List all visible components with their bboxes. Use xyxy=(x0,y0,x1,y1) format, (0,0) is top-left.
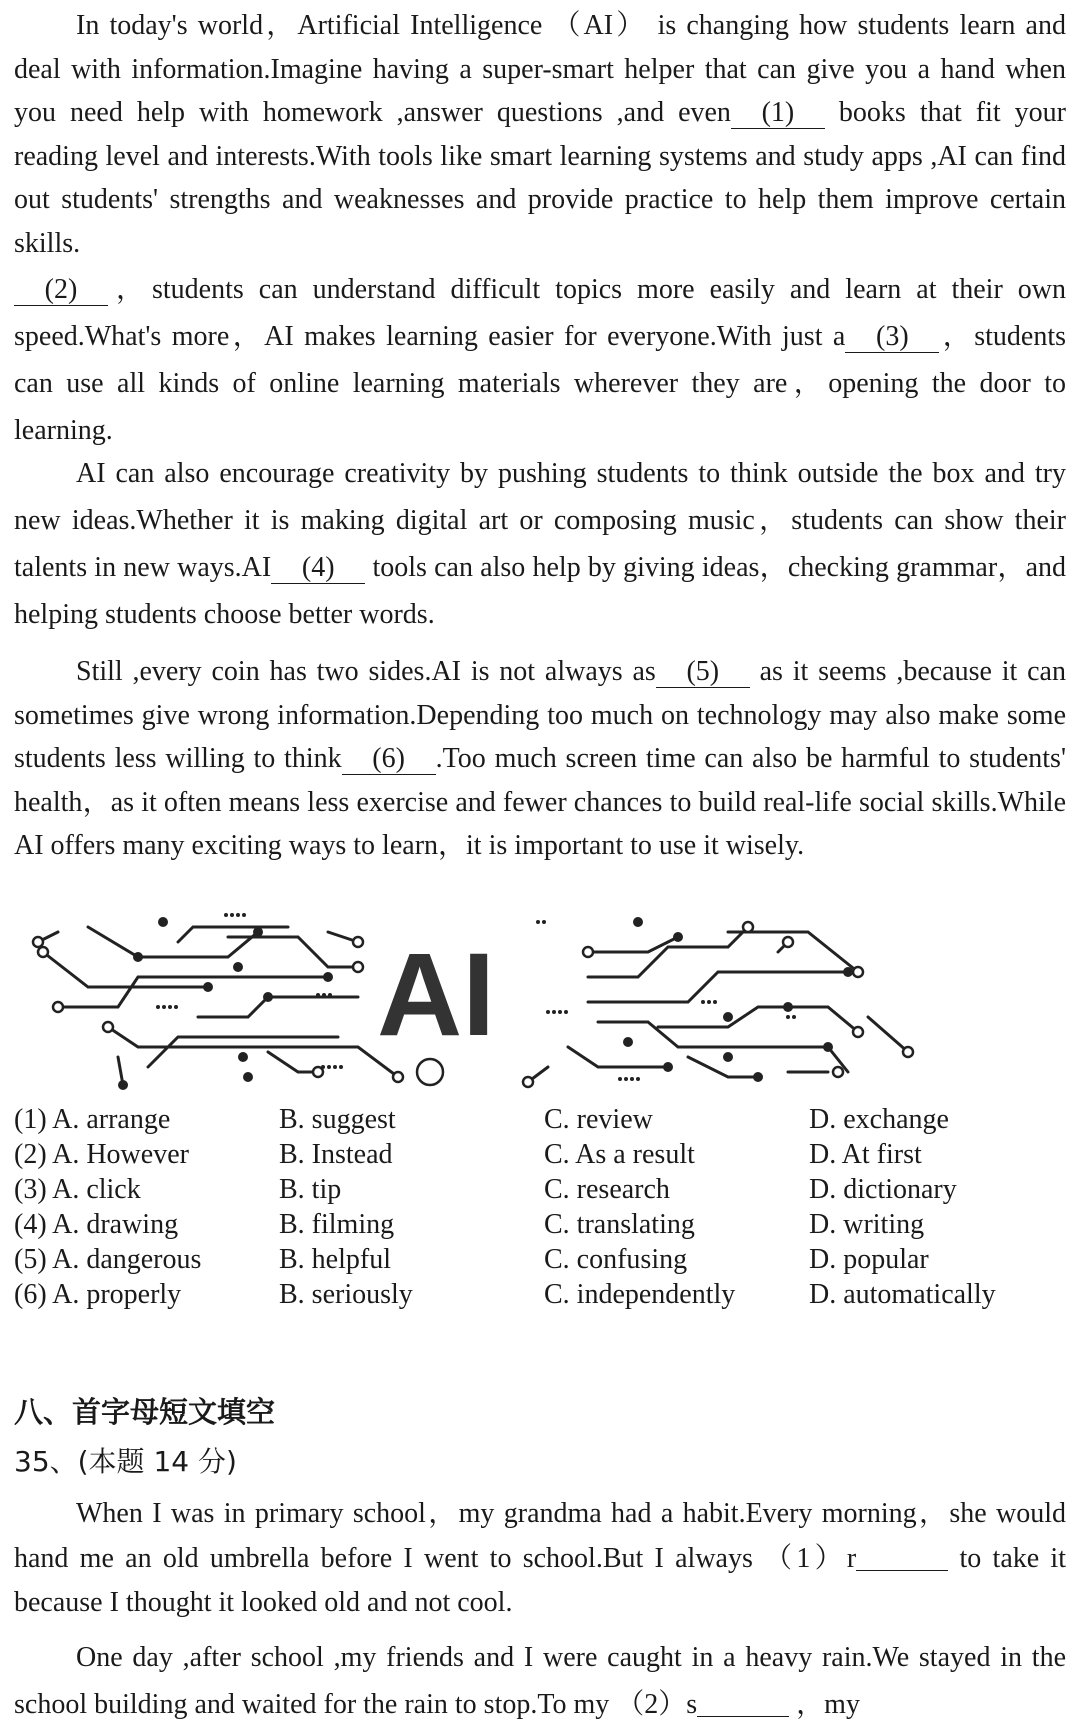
blank-1[interactable]: (1) xyxy=(731,98,825,129)
paragraph-3-text-a: AI can also encourage creativity by pushing students to think outside the box and try new ideas.Whether it is making digital art or composing music，students can show their talents in new ways.AI xyxy=(14,458,1066,583)
passage-2-paragraph-1 xyxy=(14,1492,1066,1626)
paragraph-3-text-b: tools can also help by giving ideas，checking grammar，and helping students choose better words. xyxy=(14,552,1067,630)
option-4b[interactable]: B. filming xyxy=(279,1209,395,1240)
passage-2-p2-text-a: One day ,after school ,my friends and I were caught in a heavy rain.We stayed in the school building and waited for the rain to stop.To my （2）s xyxy=(14,1642,1066,1720)
blank-3[interactable]: (3) xyxy=(845,322,939,353)
option-4a[interactable]: (4) A. drawing xyxy=(14,1209,179,1240)
option-3d[interactable]: D. dictionary xyxy=(809,1174,957,1205)
paragraph-2-text-b: ，students can use all kinds of online learning materials wherever they are，opening the door to learning. xyxy=(14,321,1066,446)
option-row-1 xyxy=(14,1102,1074,1137)
ai-logo-text: AI xyxy=(377,929,495,1061)
section-heading: 八、首字母短文填空 xyxy=(14,1395,276,1429)
option-3c[interactable]: C. research xyxy=(544,1174,670,1205)
option-6a[interactable]: (6) A. properly xyxy=(14,1279,182,1310)
paragraph-2-text-a: ，students can understand difficult topics more easily and learn at their own speed.What's more，AI makes learning easier for everyone.With just a xyxy=(14,274,1066,352)
option-5c[interactable]: C. confusing xyxy=(544,1244,688,1275)
option-4c[interactable]: C. translating xyxy=(544,1209,695,1240)
option-5d[interactable]: D. popular xyxy=(809,1244,929,1275)
option-row-3 xyxy=(14,1172,1074,1207)
option-5b[interactable]: B. helpful xyxy=(279,1244,391,1275)
question-title: 35、(本题 14 分) xyxy=(14,1445,237,1478)
option-6c[interactable]: C. independently xyxy=(544,1279,736,1310)
paragraph-2 xyxy=(14,266,1066,454)
option-1a[interactable]: (1) A. arrange xyxy=(14,1104,171,1135)
option-4d[interactable]: D. writing xyxy=(809,1209,925,1240)
option-1b[interactable]: B. suggest xyxy=(279,1104,396,1135)
blank-2[interactable]: (2) xyxy=(14,275,108,306)
paragraph-4 xyxy=(14,650,1066,868)
option-5a[interactable]: (5) A. dangerous xyxy=(14,1244,202,1275)
option-2d[interactable]: D. At first xyxy=(809,1139,922,1170)
option-6d[interactable]: D. automatically xyxy=(809,1279,996,1310)
option-2a[interactable]: (2) A. However xyxy=(14,1139,189,1170)
paragraph-4-text-c: .Too much screen time can also be harmful to students' health，as it often means less exercise and fewer chances to build real-life social skills.While AI offers many exciting ways to learn，it is important to use it wisely. xyxy=(14,743,1066,862)
passage-2-p1-text-b: to take it because I thought it looked old and not cool. xyxy=(14,1542,1066,1618)
option-3a[interactable]: (3) A. click xyxy=(14,1174,141,1205)
blank-6[interactable]: (6) xyxy=(342,744,436,775)
option-3b[interactable]: B. tip xyxy=(279,1174,342,1205)
option-1c[interactable]: C. review xyxy=(544,1104,653,1135)
option-row-4 xyxy=(14,1207,1074,1242)
paragraph-4-text-a: Still ,every coin has two sides.AI is not always as xyxy=(76,656,656,687)
option-2b[interactable]: B. Instead xyxy=(279,1139,393,1170)
paragraph-4-text-b: as it seems ,because it can sometimes give wrong information.Depending too much on technology may also make some students less willing to think xyxy=(14,656,1066,775)
passage-2-paragraph-2 xyxy=(14,1634,1066,1728)
option-row-2 xyxy=(14,1137,1074,1172)
option-2c[interactable]: C. As a result xyxy=(544,1139,695,1170)
circuit-board-ai-illustration-icon xyxy=(28,907,940,1097)
paragraph-1-text-b: books that fit your reading level and interests.With tools like smart learning systems and study apps ,AI can find out students' strengths and weaknesses and provide practice to help them improve certain skills. xyxy=(14,97,1066,259)
option-row-5 xyxy=(14,1242,1074,1277)
letter-blank-1[interactable] xyxy=(856,1544,948,1571)
passage-2-p1-text-a: When I was in primary school，my grandma had a habit.Every morning，she would hand me an old umbrella before I went to school.But I always （1）r xyxy=(14,1498,1066,1574)
option-row-6 xyxy=(14,1277,1074,1312)
letter-blank-2[interactable] xyxy=(697,1690,789,1717)
paragraph-1 xyxy=(14,4,1066,265)
paragraph-3 xyxy=(14,450,1066,638)
passage-2-p2-text-b: ，my xyxy=(796,1689,860,1720)
option-6b[interactable]: B. seriously xyxy=(279,1279,413,1310)
blank-5[interactable]: (5) xyxy=(656,657,750,688)
options-table xyxy=(14,1102,1074,1312)
paragraph-1-text-a: In today's world，Artificial Intelligence （AI） is changing how students learn and deal with information.Imagine having a super-smart helper that can give you a hand when you need help with homework ,answer questions ,and even xyxy=(14,10,1066,128)
option-1d[interactable]: D. exchange xyxy=(809,1104,949,1135)
blank-4[interactable]: (4) xyxy=(271,553,365,584)
